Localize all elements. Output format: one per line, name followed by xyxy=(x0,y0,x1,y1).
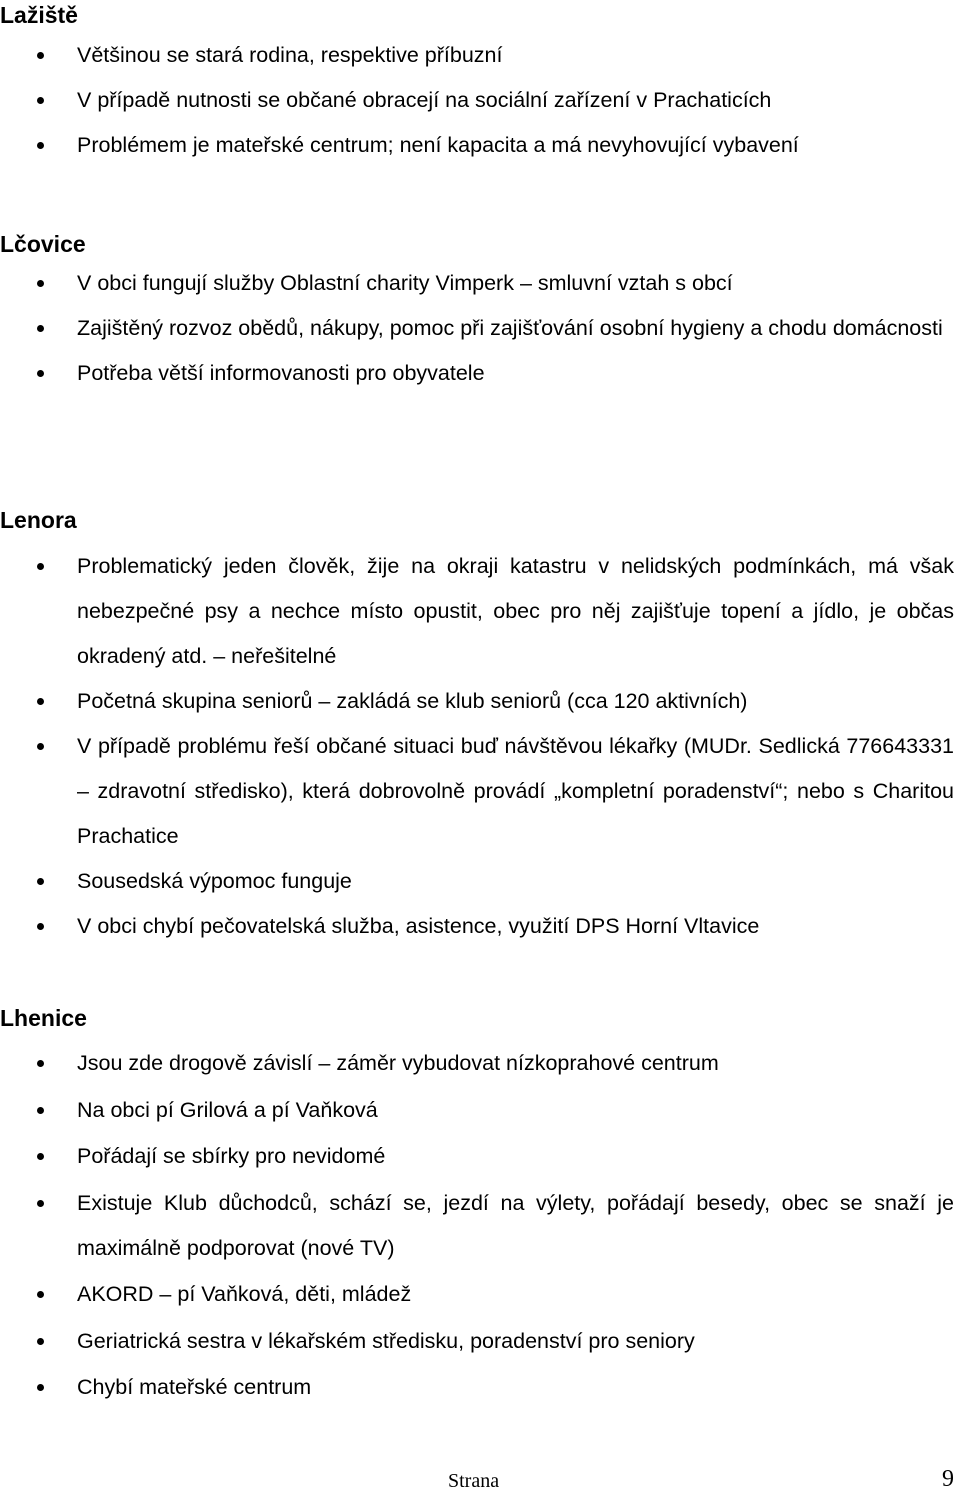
list-item: AKORD – pí Vaňková, děti, mládež xyxy=(0,1272,960,1317)
list-item: V případě nutnosti se občané obracejí na sociální zařízení v Prachaticích xyxy=(0,86,960,114)
list-item: Na obci pí Grilová a pí Vaňková xyxy=(0,1088,960,1133)
section-laziste xyxy=(0,0,960,159)
list-item: Problémem je mateřské centrum; není kapacita a má nevyhovující vybavení xyxy=(0,131,960,159)
section-heading: Lhenice xyxy=(0,1005,87,1031)
list-item: Většinou se stará rodina, respektive příbuzní xyxy=(0,41,960,69)
list-item: Sousedská výpomoc funguje xyxy=(0,859,960,904)
list-item: Geriatrická sestra v lékařském středisku, poradenství pro seniory xyxy=(0,1319,960,1364)
section-lcovice xyxy=(0,229,960,396)
list-item: Jsou zde drogově závislí – záměr vybudovat nízkoprahové centrum xyxy=(0,1041,960,1086)
section-heading: Lažiště xyxy=(0,2,78,28)
list-item: V případě problému řeší občané situaci buď návštěvou lékařky (MUDr. Sedlická 776643331 – zdravotní středisko), která dobrovolně provádí „kompletní poradenství“; nebo s Charitou Prachatice xyxy=(0,724,960,859)
bullet-list xyxy=(0,41,960,159)
bullet-list xyxy=(0,1041,960,1410)
list-item: V obci chybí pečovatelská služba, asistence, využití DPS Horní Vltavice xyxy=(0,904,960,949)
list-item: Chybí mateřské centrum xyxy=(0,1365,960,1410)
section-lenora xyxy=(0,505,960,949)
page-footer xyxy=(0,1468,960,1496)
bullet-list xyxy=(0,544,960,949)
page-number: 9 xyxy=(942,1466,954,1492)
list-item: Pořádají se sbírky pro nevidomé xyxy=(0,1134,960,1179)
section-heading: Lčovice xyxy=(0,231,86,257)
list-item: Problematický jeden člověk, žije na okraji katastru v nelidských podmínkách, má však nebezpečné psy a nechce místo opustit, obec pro něj zajišťuje topení a jídlo, je občas okradený atd. – neřešitelné xyxy=(0,544,960,679)
bullet-list xyxy=(0,261,960,396)
list-item: Potřeba větší informovanosti pro obyvatele xyxy=(0,351,960,396)
list-item: V obci fungují služby Oblastní charity Vimperk – smluvní vztah s obcí xyxy=(0,261,960,306)
section-lhenice xyxy=(0,1003,960,1410)
list-item: Existuje Klub důchodců, schází se, jezdí na výlety, pořádají besedy, obec se snaží je maximálně podporovat (nové TV) xyxy=(0,1181,960,1271)
page-label: Strana xyxy=(448,1470,500,1492)
list-item: Zajištěný rozvoz obědů, nákupy, pomoc při zajišťování osobní hygieny a chodu domácnosti xyxy=(0,306,960,351)
section-heading: Lenora xyxy=(0,507,77,533)
list-item: Početná skupina seniorů – zakládá se klub seniorů (cca 120 aktivních) xyxy=(0,679,960,724)
